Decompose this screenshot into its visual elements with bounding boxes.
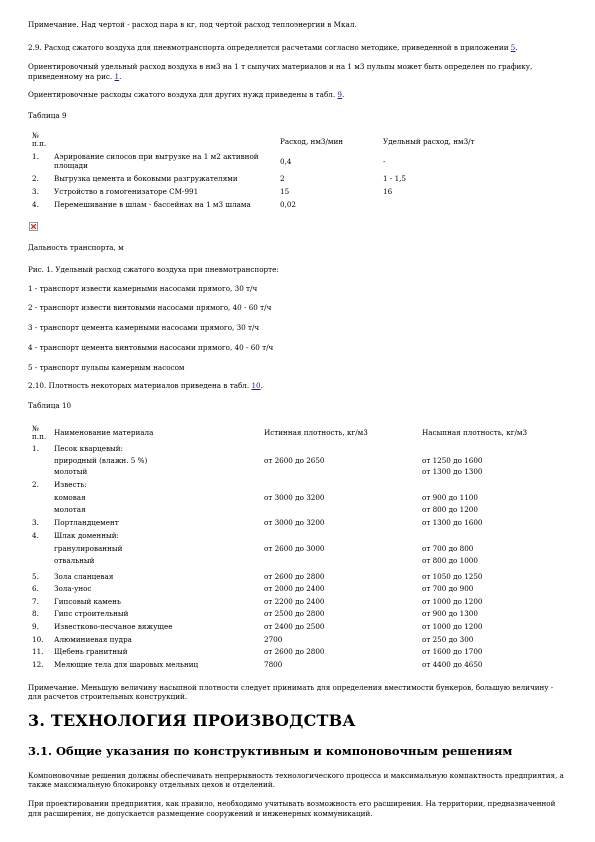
table-9-row-1-name-cont: площади: [54, 161, 88, 170]
table-10-row-3-material: молотый: [54, 467, 88, 476]
table-10-row-5-true-density: от 3000 до 3200: [264, 493, 325, 502]
paragraph-approx-line1: Ориентировочный удельный расход воздуха в нм3 на 1 т сыпучих материалов и на 1 м3 пульпы может быть определен по графику,: [28, 62, 533, 71]
table-10-row-3-bulk-density: от 1300 до 1300: [422, 467, 483, 476]
table-9-row-2-num: 2.: [32, 174, 39, 183]
table-10-row-18-true-density: 7800: [264, 660, 283, 669]
paragraph-other-needs: [28, 90, 344, 100]
table-10-row-12-num: 6.: [32, 584, 39, 593]
section-3-1-heading: 3.1. Общие указания по конструктивным и компоновочным решениям: [28, 744, 513, 758]
table-9-row-3-specific: 16: [383, 187, 393, 196]
table-10-caption: Таблица 10: [28, 401, 72, 410]
table-10-row-9-bulk-density: от 700 до 800: [422, 544, 474, 553]
broken-image-icon: [29, 222, 38, 231]
table-10-row-6-bulk-density: от 800 до 1200: [422, 505, 478, 514]
paragraph-approx-line2: [28, 72, 121, 82]
table-10-row-12-true-density: от 2000 до 2400: [264, 584, 325, 593]
table-10-row-10-material: отвальный: [54, 556, 95, 565]
table-9-link[interactable]: 9: [337, 90, 342, 99]
table-10-link[interactable]: 10: [251, 381, 261, 390]
paragraph-2-9-end: .: [515, 43, 518, 52]
table-10-row-8-material: Шлак доменный:: [54, 531, 119, 540]
table-9-caption: Таблица 9: [28, 111, 67, 120]
table-9-row-1-num: 1.: [32, 152, 39, 161]
table-10-row-11-true-density: от 2600 до 2800: [264, 572, 325, 581]
table-10-header-num: №: [32, 424, 39, 433]
table-10-row-13-num: 7.: [32, 597, 39, 606]
table-10-row-16-material: Алюминиевая пудра: [54, 635, 132, 644]
paragraph-approx-line2-end: .: [119, 72, 122, 81]
figure-legend-1: 1 - транспорт извести камерными насосами прямого, 30 т/ч: [28, 284, 258, 293]
table-9-row-4-rate: 0,02: [280, 200, 297, 209]
table-9-row-2-specific: 1 - 1,5: [383, 174, 407, 183]
table-10-row-13-true-density: от 2200 до 2400: [264, 597, 325, 606]
table-10-header-true-density: Истинная плотность, кг/м3: [264, 428, 368, 437]
table-10-row-11-material: Зола сланцевая: [54, 572, 114, 581]
table-9-row-3-rate: 15: [280, 187, 290, 196]
paragraph-2-9-text: 2.9. Расход сжатого воздуха для пневмотранспорта определяется расчетами согласно методике, приведенной в приложении: [28, 43, 511, 52]
note-density-line1: Примечание. Меньшую величину насыпной плотности следует принимать для определения вместимости бункеров, большую величину -: [28, 683, 554, 692]
table-10-row-18-num: 12.: [32, 660, 44, 669]
table-10-row-10-bulk-density: от 800 до 1000: [422, 556, 478, 565]
table-9-row-4-name: Перемешивание в шлам - бассейнах на 1 м3 шлама: [54, 200, 251, 209]
table-10-row-12-material: Зола-унос: [54, 584, 92, 593]
table-10-row-6-material: молотая: [54, 505, 86, 514]
table-10-row-5-material: комовая: [54, 493, 86, 502]
table-10-row-13-material: Гипсовый камень: [54, 597, 121, 606]
table-10-row-18-bulk-density: от 4400 до 4650: [422, 660, 483, 669]
table-9-header-specific: Удельный расход, нм3/т: [383, 137, 475, 146]
table-10-row-5-bulk-density: от 900 до 1100: [422, 493, 478, 502]
paragraph-other-needs-text: Ориентировочные расходы сжатого воздуха для других нужд приведены в табл.: [28, 90, 338, 99]
table-10-row-7-material: Портландцемент: [54, 518, 119, 527]
table-10-row-14-true-density: от 2500 до 2800: [264, 609, 325, 618]
table-10-row-2-material: природный (влажн. 5 %): [54, 456, 148, 465]
paragraph-2-10-text: 2.10. Плотность некоторых материалов приведена в табл.: [28, 381, 252, 390]
table-10-row-16-num: 10.: [32, 635, 44, 644]
paragraph-3-1-b-line1: При проектировании предприятия, как правило, необходимо учитывать возможность его расширения. На территории, предназначенной: [28, 799, 556, 808]
paragraph-2-10-end: .: [260, 381, 263, 390]
table-10-header-name: Наименование материала: [54, 428, 154, 437]
paragraph-2-9: [28, 43, 518, 53]
table-10-header-num-pp: п.п.: [32, 432, 47, 441]
table-10-row-14-num: 8.: [32, 609, 39, 618]
table-10-row-15-true-density: от 2400 до 2500: [264, 622, 325, 631]
table-10-row-15-material: Известково-песчаное вяжущее: [54, 622, 173, 631]
figure-1-caption: Рис. 1. Удельный расход сжатого воздуха при пневмотранспорте:: [28, 265, 279, 274]
table-10-row-11-bulk-density: от 1050 до 1250: [422, 572, 483, 581]
table-10-row-14-bulk-density: от 900 до 1300: [422, 609, 478, 618]
table-10-row-17-bulk-density: от 1600 до 1700: [422, 647, 483, 656]
table-10-row-7-bulk-density: от 1300 до 1600: [422, 518, 483, 527]
figure-legend-2: 2 - транспорт извести винтовыми насосами прямого, 40 - 60 т/ч: [28, 303, 272, 312]
appendix-5-link[interactable]: 5: [510, 43, 516, 52]
table-9-header-num-pp: п.п.: [32, 139, 47, 148]
table-10-row-7-true-density: от 3000 до 3200: [264, 518, 325, 527]
table-10-row-16-true-density: 2700: [264, 635, 283, 644]
table-9-row-2-name: Выгрузка цемента и боковыми разгружателями: [54, 174, 238, 183]
table-10-row-15-bulk-density: от 1000 до 1200: [422, 622, 483, 631]
table-9-row-4-num: 4.: [32, 200, 39, 209]
table-9-row-1-name: Аэрирование силосов при выгрузке на 1 м2 активной: [54, 152, 259, 161]
figure-legend-4: 4 - транспорт цемента винтовыми насосами прямого, 40 - 60 т/ч: [28, 343, 274, 352]
table-10-row-2-bulk-density: от 1250 до 1600: [422, 456, 483, 465]
table-10-row-17-material: Щебень гранитный: [54, 647, 128, 656]
table-10-row-17-num: 11.: [32, 647, 44, 656]
table-9-row-3-name: Устройство в гомогенизаторе СМ-991: [54, 187, 199, 196]
paragraph-3-1-b-line2: для расширения, не допускается размещение сооружений и инженерных коммуникаций.: [28, 809, 373, 818]
table-10-row-18-material: Мелющие тела для шаровых мельниц: [54, 660, 199, 669]
table-10-row-7-num: 3.: [32, 518, 39, 527]
table-10-row-4-num: 2.: [32, 480, 39, 489]
table-10-row-17-true-density: от 2600 до 2800: [264, 647, 325, 656]
table-10-row-1-num: 1.: [32, 444, 39, 453]
figure-legend-5: 5 - транспорт пульпы камерным насосом: [28, 363, 185, 372]
table-10-row-14-material: Гипс строительный: [54, 609, 129, 618]
table-10-row-2-true-density: от 2600 до 2650: [264, 456, 325, 465]
figure-1-link[interactable]: 1: [114, 72, 120, 81]
distance-axis-label: Дальность транспорта, м: [28, 243, 124, 252]
table-10-row-13-bulk-density: от 1000 до 1200: [422, 597, 483, 606]
paragraph-approx-line2-text: приведенному на рис.: [28, 72, 115, 81]
table-10-row-1-material: Песок кварцевый:: [54, 444, 123, 453]
note-density-line2: для расчетов строительных конструкций.: [28, 692, 188, 701]
paragraph-3-1-a-line2: также максимальную блокировку отдельных цехов и отделений.: [28, 780, 275, 789]
table-10-row-8-num: 4.: [32, 531, 39, 540]
table-9-header-rate: Расход, нм3/мин: [280, 137, 344, 146]
paragraph-3-1-a-line1: Компоновочные решения должны обеспечивать непрерывность технологического процесса и максимальную компактность предприятия, а: [28, 771, 564, 780]
figure-legend-3: 3 - транспорт цемента камерными насосами прямого, 30 т/ч: [28, 323, 260, 332]
table-10-row-12-bulk-density: от 700 до 900: [422, 584, 474, 593]
table-9-row-3-num: 3.: [32, 187, 39, 196]
table-10-row-9-material: гранулированный: [54, 544, 123, 553]
paragraph-other-needs-end: .: [342, 90, 345, 99]
paragraph-2-10: [28, 381, 263, 391]
section-3-heading: 3. ТЕХНОЛОГИЯ ПРОИЗВОДСТВА: [28, 711, 356, 730]
table-9-row-2-rate: 2: [280, 174, 285, 183]
table-10-row-11-num: 5.: [32, 572, 39, 581]
table-9-header-num: №: [32, 131, 39, 140]
table-9-row-1-specific: -: [383, 157, 386, 166]
table-9-row-1-rate: 0,4: [280, 157, 292, 166]
table-10-row-4-material: Известь:: [54, 480, 87, 489]
table-10-row-16-bulk-density: от 250 до 300: [422, 635, 474, 644]
note-steam: Примечание. Над чертой - расход пара в кг, под чертой расход теплоэнергии в Мкал.: [28, 20, 357, 29]
table-10-row-9-true-density: от 2600 до 3000: [264, 544, 325, 553]
table-10-header-bulk-density: Насыпная плотность, кг/м3: [422, 428, 528, 437]
table-10-row-15-num: 9.: [32, 622, 39, 631]
